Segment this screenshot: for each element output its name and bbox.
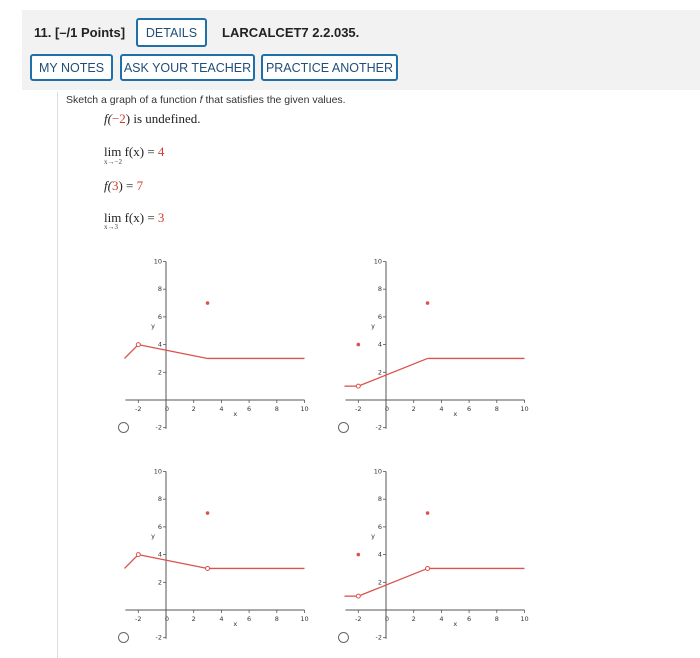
prompt-text-1: Sketch a graph of a function: [66, 94, 200, 106]
prompt-function-var: f: [199, 94, 203, 106]
y-tick-label: 10: [373, 257, 382, 266]
y-tick-label: 4: [377, 340, 382, 349]
practice-another-button[interactable]: PRACTICE ANOTHER: [261, 54, 398, 81]
x-tick-label: 2: [411, 614, 416, 623]
filled-point: [357, 553, 361, 557]
y-tick-label: 2: [157, 368, 162, 377]
y-tick-label: 6: [157, 312, 162, 321]
open-point: [356, 384, 360, 388]
graph-option-c: [128, 460, 318, 650]
y-tick-label: 8: [157, 495, 162, 504]
x-tick-label: 4: [439, 614, 444, 623]
cond3-mid: ) =: [118, 178, 137, 193]
condition-value: [104, 178, 143, 194]
lim1-pre: lim f(x) =: [104, 144, 158, 159]
y-tick-label: -2: [155, 423, 162, 432]
y-tick-label: -2: [155, 633, 162, 642]
graph-option-a: [128, 250, 318, 440]
y-tick-label: 8: [157, 285, 162, 294]
x-tick-label: 0: [384, 404, 390, 413]
x-tick-label: 2: [191, 614, 196, 623]
x-tick-label: 4: [219, 404, 224, 413]
x-tick-label: -2: [355, 404, 362, 413]
y-tick-label: 10: [153, 467, 162, 476]
x-tick-label: 10: [300, 404, 309, 413]
y-tick-label: 6: [377, 522, 382, 531]
y-tick-label: 2: [377, 578, 382, 587]
y-tick-label: 2: [157, 578, 162, 587]
x-axis-label: x: [453, 620, 458, 628]
y-tick-label: 2: [377, 368, 382, 377]
x-tick-label: 6: [247, 614, 252, 623]
radio-option-d[interactable]: [338, 632, 349, 643]
cond1-post: ) is undefined.: [125, 111, 201, 126]
x-tick-label: 0: [164, 614, 170, 623]
limit-2-subscript: x→3: [104, 223, 118, 231]
x-tick-label: -2: [135, 404, 142, 413]
assignment-id: LARCALCET7 2.2.035.: [222, 25, 360, 40]
x-tick-label: 6: [467, 614, 472, 623]
y-tick-label: 4: [377, 550, 382, 559]
x-axis-label: x: [233, 410, 238, 418]
x-tick-label: -2: [355, 614, 362, 623]
graph-segment: [138, 555, 207, 569]
x-tick-label: 10: [520, 614, 529, 623]
radio-option-c[interactable]: [118, 632, 129, 643]
filled-point: [426, 511, 430, 515]
open-point: [356, 594, 360, 598]
lim1-val: 4: [157, 144, 165, 159]
y-tick-label: 10: [153, 257, 162, 266]
open-point: [426, 566, 430, 570]
y-tick-label: -2: [375, 423, 382, 432]
filled-point: [357, 343, 361, 347]
y-axis-label: y: [371, 321, 375, 330]
cond1-pre: f(: [104, 111, 112, 126]
y-tick-label: 6: [377, 312, 382, 321]
filled-point: [206, 511, 210, 515]
radio-option-a[interactable]: [118, 422, 129, 433]
x-tick-label: 2: [191, 404, 196, 413]
open-point: [206, 566, 210, 570]
graph-segment: [138, 345, 207, 359]
open-point: [136, 553, 140, 557]
graph-segment: [358, 358, 427, 386]
x-tick-label: 8: [274, 404, 279, 413]
graph-segment: [358, 568, 427, 596]
x-tick-label: 2: [411, 404, 416, 413]
lim2-pre: lim f(x) =: [104, 210, 158, 225]
y-tick-label: -2: [375, 633, 382, 642]
cond3-pre: f(: [104, 178, 112, 193]
graph-option-d: [348, 460, 538, 650]
y-axis-label: y: [151, 531, 155, 540]
cond3-arg: 3: [111, 178, 119, 193]
x-tick-label: 8: [274, 614, 279, 623]
radio-option-b[interactable]: [338, 422, 349, 433]
cond1-val: −2: [111, 111, 126, 126]
x-axis-label: x: [453, 410, 458, 418]
x-tick-label: 10: [520, 404, 529, 413]
problem-prompt: [66, 94, 346, 106]
details-button[interactable]: DETAILS: [136, 18, 207, 47]
filled-point: [426, 301, 430, 305]
y-tick-label: 8: [377, 495, 382, 504]
x-tick-label: 0: [164, 404, 170, 413]
x-tick-label: 0: [384, 614, 390, 623]
y-tick-label: 10: [373, 467, 382, 476]
open-point: [136, 343, 140, 347]
x-tick-label: 6: [467, 404, 472, 413]
x-tick-label: 8: [494, 404, 499, 413]
y-axis-label: y: [151, 321, 155, 330]
graph-option-b: [348, 250, 538, 440]
x-tick-label: 4: [439, 404, 444, 413]
cond3-val: 7: [136, 178, 144, 193]
lim2-val: 3: [157, 210, 165, 225]
x-tick-label: -2: [135, 614, 142, 623]
ask-your-teacher-button[interactable]: ASK YOUR TEACHER: [120, 54, 255, 81]
x-tick-label: 10: [300, 614, 309, 623]
y-axis-label: y: [371, 531, 375, 540]
x-tick-label: 4: [219, 614, 224, 623]
x-axis-label: x: [233, 620, 238, 628]
question-number-points: [34, 25, 125, 40]
y-tick-label: 4: [157, 550, 162, 559]
x-tick-label: 6: [247, 404, 252, 413]
limit-1-subscript: x→−2: [104, 158, 122, 166]
x-tick-label: 8: [494, 614, 499, 623]
question-number: 11.: [34, 25, 52, 40]
y-tick-label: 4: [157, 340, 162, 349]
my-notes-button[interactable]: MY NOTES: [30, 54, 113, 81]
question-points: [–/1 Points]: [54, 25, 126, 40]
filled-point: [206, 301, 210, 305]
y-tick-label: 8: [377, 285, 382, 294]
y-tick-label: 6: [157, 522, 162, 531]
prompt-text-2: that satisfies the given values.: [202, 94, 346, 106]
condition-undefined: [104, 111, 201, 127]
